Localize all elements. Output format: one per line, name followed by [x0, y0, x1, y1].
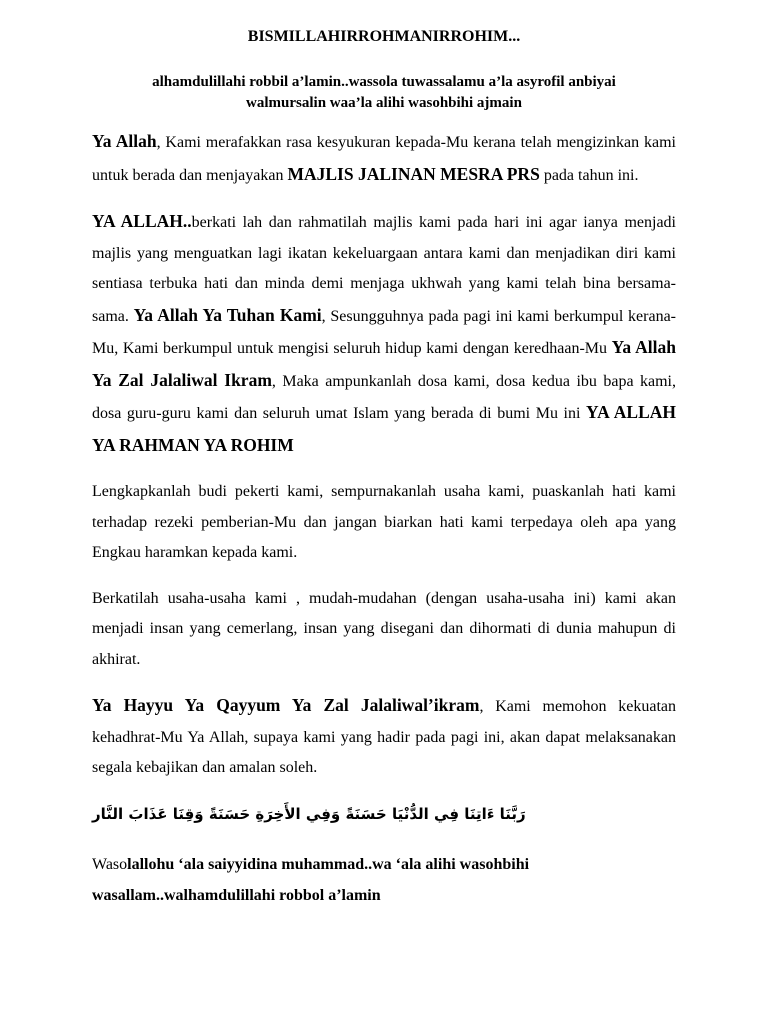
paragraph-5 [92, 690, 676, 784]
emphasis-ya-allah: Ya Allah [92, 131, 157, 151]
paragraph-1 [92, 126, 676, 191]
emphasis-ya-hayyu-ya-qayyum: Ya Hayyu Ya Qayyum Ya Zal Jalaliwal’ikram [92, 695, 480, 715]
paragraph-2 [92, 206, 676, 462]
arabic-prayer: رَبَّنَا ءَاتِنَا فِي الدُّنْيَا حَسَنَةً وَفِي الأَخِرَةِ حَسَنَةً وَقِنَا عَذَابَ النَّار [92, 804, 526, 823]
paragraph-4: Berkatilah usaha-usaha kami , mudah-mudahan (dengan usaha-usaha ini) kami akan menjadi insan yang cemerlang, insan yang disegani dan dihormati di dunia mahupun di akhirat. [92, 589, 676, 668]
closing-line-1 [92, 849, 676, 880]
document-title: BISMILLAHIRROHMANIRROHIM... [247, 28, 521, 45]
subtitle-line-2: walmursalin waa’la alihi wasohbihi ajmain [246, 95, 522, 111]
paragraph-2-text-a: berkati lah dan rahmatilah majlis kami pada hari ini agar ianya menjadi majlis yang menguatkan lagi ikatan kekeluargaan antara kami dan menjadikan diri kami sentiasa terbuka hati dan minda demi menjaga ukhwah yang kami telah bina bersama-sama. [92, 214, 676, 325]
closing-line-2: wasallam..walhamdulillahi robbol a’lamin [92, 886, 381, 904]
document-subtitle [92, 72, 676, 114]
paragraph-2-text-c: , Maka ampunkanlah dosa kami, dosa kedua ibu bapa kami, dosa guru-guru kami dan seluruh umat Islam yang berada di bumi Mu ini [92, 372, 676, 422]
paragraph-2-text-b: , Sesungguhnya pada pagi ini kami berkumpul kerana-Mu, Kami berkumpul untuk mengisi seluruh hidup kami dengan keredhaan-Mu [92, 307, 676, 357]
paragraph-1-text-b: pada tahun ini. [539, 166, 639, 184]
emphasis-ya-allah-caps: YA ALLAH.. [92, 211, 192, 231]
emphasis-ya-tuhan-kami: Ya Allah Ya Tuhan Kami [133, 304, 322, 325]
emphasis-zal-jalaliwal-ikram: Ya Allah Ya Zal Jalaliwal Ikram [92, 337, 677, 390]
closing-salawat [92, 849, 676, 911]
paragraph-5-text: , Kami memohon kekuatan kehadhrat-Mu Ya Allah, supaya kami yang hadir pada pagi ini, akan dapat melaksanakan segala kebajikan dan amalan soleh. [92, 698, 676, 776]
paragraph-3: Lengkapkanlah budi pekerti kami, sempurnakanlah usaha kami, puaskanlah hati kami terhadap rezeki pemberian-Mu dan jangan biarkan hati kami terpedaya oleh apa yang Engkau haramkan kepada kami. [92, 483, 676, 561]
paragraph-1-text-a: , Kami merafakkan rasa kesyukuran kepada-Mu kerana telah mengizinkan kami untuk berada dan menjayakan [92, 134, 677, 184]
emphasis-majlis-name: MAJLIS JALINAN MESRA PRS [287, 163, 540, 184]
closing-line-1-start: Waso [92, 855, 128, 873]
subtitle-line-1: alhamdulillahi robbil a’lamin..wassola tuwassalamu a’la asyrofil anbiyai [152, 74, 616, 90]
emphasis-ya-rahman-ya-rohim: YA ALLAH YA RAHMAN YA ROHIM [92, 402, 676, 455]
closing-line-1-rest: lallohu ‘ala saiyyidina muhammad..wa ‘ala alihi wasohbihi [127, 855, 530, 873]
